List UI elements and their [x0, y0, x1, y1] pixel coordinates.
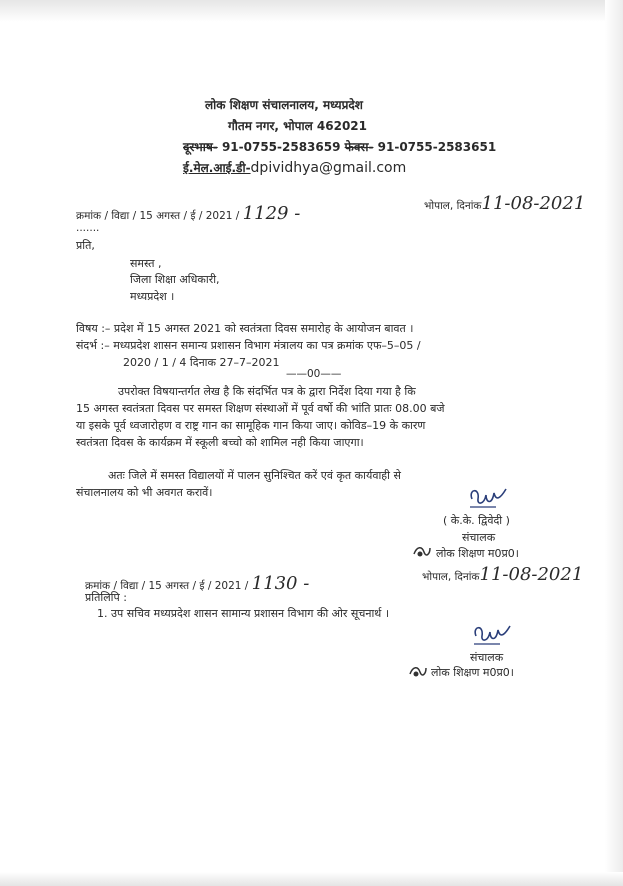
- reference-line-2: 2020 / 1 / 4 दिनाक 27–7–2021: [123, 356, 280, 369]
- body-line-3: या इसके पूर्व ध्वजारोहण व राष्ट्र गान का सामूहिक गान किया जाए। कोविड–19 के कारण: [76, 419, 426, 432]
- contact-line: [183, 138, 496, 155]
- phone-number: 91-0755-2583659: [221, 140, 341, 154]
- letter1-ref: [76, 203, 300, 224]
- org-name: लोक शिक्षण संचालनालय, मध्यप्रदेश: [205, 98, 363, 112]
- fax-number: 91-0755-2583651: [377, 140, 497, 154]
- email-label: ई.मेल.आई.डी-: [183, 161, 251, 175]
- signatory-title-1: संचालक: [462, 531, 496, 544]
- dots: .......: [76, 222, 100, 234]
- phone-label: दूरभाष-: [183, 140, 218, 154]
- body-line-4: स्वतंत्रता दिवस के कार्यक्रम में स्कूली बच्चो को शामिल नही किया जाएगा।: [76, 436, 364, 449]
- letter2-date: 11-08-2021: [479, 564, 584, 585]
- copy-item-1: 1. उप सचिव मध्यप्रदेश शासन सामान्य प्रशासन विभाग की ओर सूचनार्थ ।: [97, 607, 389, 620]
- signatory-title-2: संचालक: [470, 651, 504, 664]
- recipient-line-3: मध्यप्रदेश ।: [130, 290, 175, 303]
- letter2-place-label: भोपाल, दिनांक: [422, 571, 480, 583]
- letter1-date-line: [424, 193, 585, 214]
- recipient-line-1: समस्त ,: [130, 257, 162, 270]
- letter2-ref-prefix: क्रमांक / विद्या / 15 अगस्त / ई / 2021 /: [85, 580, 249, 592]
- copy-label: प्रतिलिपि :: [85, 591, 127, 604]
- reference-line-1: संदर्भ :– मध्यप्रदेश शासन समान्य प्रशासन विभाग मंत्रालय का पत्र क्रमांक एफ–5–05 /: [76, 339, 421, 352]
- fax-label: फेक्स-: [344, 140, 374, 154]
- letter1-ref-prefix: क्रमांक / विद्या / 15 अगस्त / ई / 2021 /: [76, 210, 240, 222]
- body-line-2: 15 अगस्त स्वतंत्रता दिवस पर समस्त शिक्षण संस्थाओं में पूर्व वर्षो की भांति प्रातः 08.00 बजे: [76, 402, 445, 415]
- signatory-name: ( के.के. द्विवेदी ): [443, 514, 510, 527]
- signature-1-scribble: [466, 483, 512, 513]
- email-address: dpividhya@gmail.com: [250, 160, 407, 176]
- signatory-office-1: लोक शिक्षण म0प्र0।: [436, 547, 519, 560]
- page-top-shadow: [0, 0, 623, 22]
- page-right-edge: [605, 0, 623, 886]
- letter1-date: 11-08-2021: [481, 193, 586, 214]
- closing-line-2: संचालनालय को भी अवगत करावें।: [76, 486, 213, 499]
- signatory-office-2: लोक शिक्षण म0प्र0।: [431, 666, 514, 679]
- separator: ——00——: [286, 368, 342, 380]
- subject: विषय :– प्रदेश में 15 अगस्त 2021 को स्वतंत्रता दिवस समारोह के आयोजन बावत ।: [76, 322, 414, 335]
- email-line: [183, 159, 406, 176]
- page-bottom-shadow: [0, 872, 623, 886]
- letter2-date-line: [422, 564, 583, 585]
- stamp-mark-2: [408, 664, 428, 680]
- stamp-mark-1: [412, 544, 432, 560]
- recipient-line-2: जिला शिक्षा अधिकारी,: [130, 273, 220, 286]
- letter1-place-label: भोपाल, दिनांक: [424, 200, 482, 212]
- to-label: प्रति,: [76, 239, 95, 252]
- signature-2-scribble: [470, 620, 516, 650]
- letter1-ref-number: 1129 -: [242, 203, 301, 224]
- org-address: गौतम नगर, भोपाल 462021: [228, 119, 367, 133]
- letter2-ref-number: 1130 -: [251, 573, 310, 594]
- closing-line-1: अतः जिले में समस्त विद्यालयों में पालन सुनिश्चित करें एवं कृत कार्यवाही से: [108, 469, 401, 482]
- body-line-1: उपरोक्त विषयान्तर्गत लेख है कि संदर्भित पत्र के द्वारा निर्देश दिया गया है कि: [118, 385, 416, 398]
